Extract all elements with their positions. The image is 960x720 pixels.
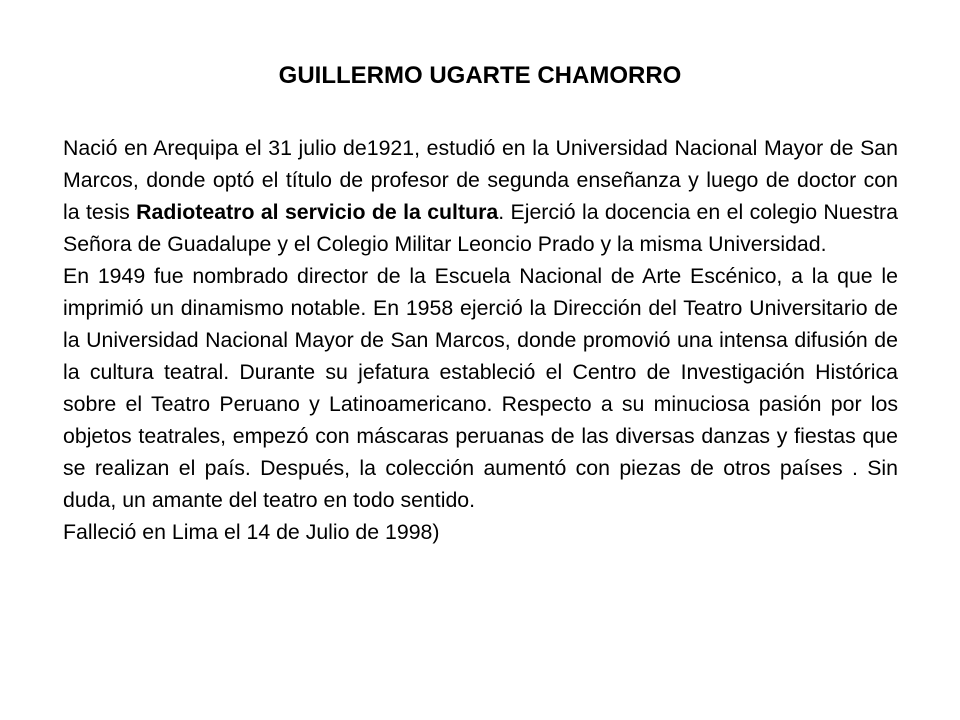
biography-paragraph-birth-education <box>63 132 898 260</box>
biography-body <box>63 132 898 548</box>
slide-title: GUILLERMO UGARTE CHAMORRO <box>278 62 682 89</box>
thesis-title: Radioteatro al servicio de la cultura <box>136 200 499 224</box>
paragraph-text-before-thesis: Nació en Arequipa el 31 julio de1921, estudió en la Universidad Nacional Mayor de San Marcos, donde optó el título de profesor de segunda enseñanza y luego de doctor con la tesis <box>63 136 898 224</box>
paragraph-text-after-thesis: . Ejerció la docencia en el colegio Nuestra Señora de Guadalupe y el Colegio Militar Leoncio Prado y la misma Universidad. <box>63 200 898 256</box>
biography-paragraph-career: En 1949 fue nombrado director de la Escuela Nacional de Arte Escénico, a la que le imprimió un dinamismo notable. En 1958 ejerció la Dirección del Teatro Universitario de la Universidad Nacional Mayor de San Marcos, donde promovió una intensa difusión de la cultura teatral. Durante su jefatura estableció el Centro de Investigación Histórica sobre el Teatro Peruano y Latinoamericano. Respecto a su minuciosa pasión por los objetos teatrales, empezó con máscaras peruanas de las diversas danzas y fiestas que se realizan el país. Después, la colección aumentó con piezas de otros países . Sin duda, un amante del teatro en todo sentido. <box>63 264 898 512</box>
biography-paragraph-death: Falleció en Lima el 14 de Julio de 1998) <box>63 520 440 544</box>
